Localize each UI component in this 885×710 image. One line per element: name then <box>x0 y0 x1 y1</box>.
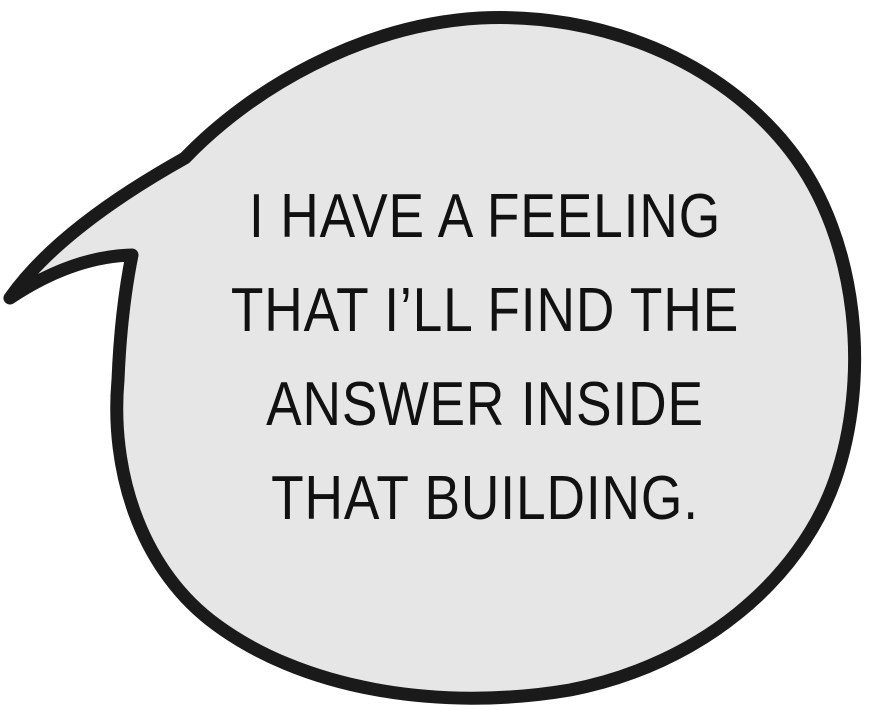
speech-line-1: I HAVE A FEELING <box>248 182 722 251</box>
speech-line-2: THAT I’LL FIND THE <box>230 276 740 345</box>
speech-bubble-text <box>210 170 760 550</box>
speech-line-4: THAT BUILDING. <box>271 464 699 533</box>
speech-line-3: ANSWER INSIDE <box>266 370 704 439</box>
